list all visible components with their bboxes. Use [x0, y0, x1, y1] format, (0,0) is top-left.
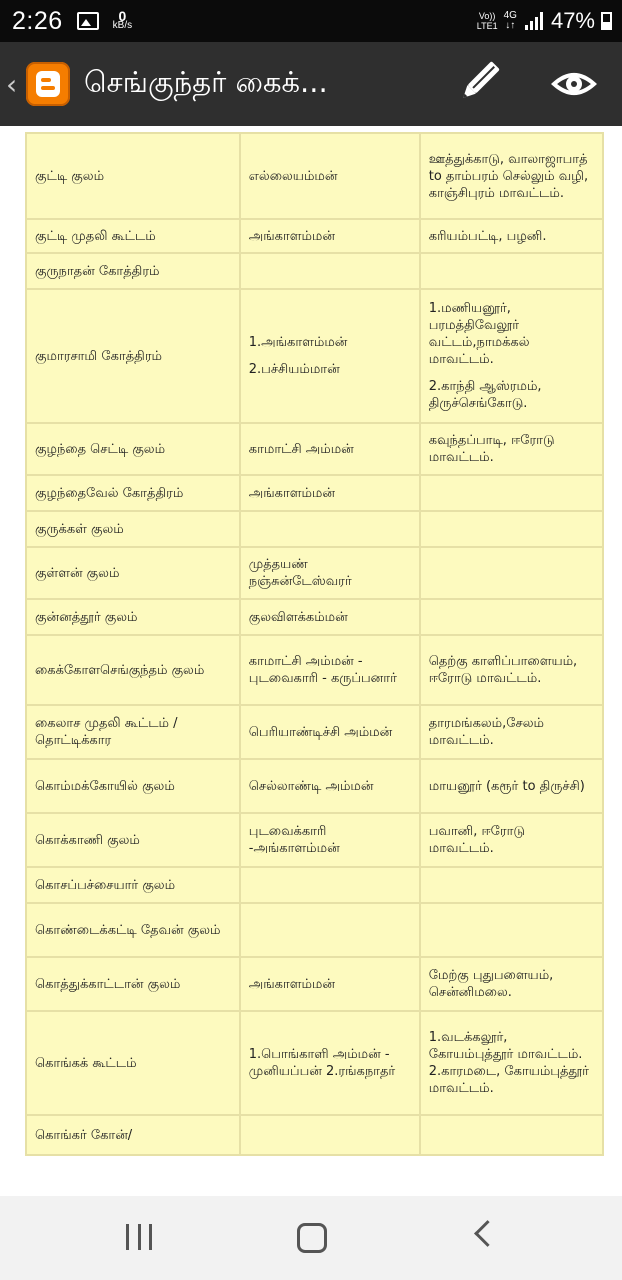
- cell-text: தெற்கு காளிப்பாளையம், ஈரோடு மாவட்டம்.: [428, 654, 578, 686]
- cell-text: மாயனூர் (கரூர் to திருச்சி): [428, 778, 585, 794]
- cell-text: கொண்டைக்கட்டி தேவன் குலம்: [35, 922, 221, 938]
- clan-name-cell: [26, 511, 240, 547]
- cell-text: தாரமங்கலம்,சேலம் மாவட்டம்.: [428, 716, 544, 748]
- deity-cell: [240, 867, 420, 903]
- deity-cell: [240, 511, 420, 547]
- clan-name-cell: [26, 289, 240, 423]
- cell-text: 1.வடக்கலூர், கோயம்புத்தூர் மாவட்டம். 2.காரமடை, கோயம்புத்தூர் மாவட்டம்.: [428, 1030, 589, 1096]
- clan-name-cell: [26, 1115, 240, 1155]
- clan-name-cell: [26, 903, 240, 957]
- cell-text: மேற்கு புதுபளையம், சென்னிமலை.: [428, 968, 554, 1000]
- place-cell: [420, 475, 603, 511]
- cell-text: கொக்காணி குலம்: [35, 832, 140, 848]
- back-chevron-icon[interactable]: ‹: [6, 67, 18, 101]
- clan-name-cell: [26, 705, 240, 759]
- place-cell: [420, 1011, 603, 1115]
- place-cell: [420, 253, 603, 289]
- cell-text: கைலாச முதலி கூட்டம் / தொட்டிக்கார: [35, 716, 178, 748]
- place-cell: [420, 599, 603, 635]
- clan-name-cell: [26, 219, 240, 253]
- cell-text: பெரியாண்டிச்சி அம்மன்: [248, 724, 393, 740]
- place-cell: [420, 289, 603, 423]
- table-row: [26, 1115, 603, 1155]
- table-row: [26, 253, 603, 289]
- volte-indicator: [477, 11, 498, 31]
- data-rate-unit: kB/s: [112, 20, 133, 31]
- cell-text: 1.பொங்காளி அம்மன் - முனியப்பன் 2.ரங்கநாதர்: [248, 1047, 396, 1079]
- volte-bottom: LTE1: [476, 21, 498, 31]
- place-cell: [420, 547, 603, 599]
- cell-text: குமாரசாமி கோத்திரம்: [35, 348, 162, 364]
- deity-cell: [240, 253, 420, 289]
- clan-name-cell: [26, 1011, 240, 1115]
- table-row: [26, 903, 603, 957]
- cell-text: கொத்துக்காட்டான் குலம்: [35, 976, 181, 992]
- place-cell: [420, 903, 603, 957]
- cell-text: குட்டி குலம்: [35, 168, 105, 184]
- table-row: [26, 635, 603, 705]
- deity-cell: [240, 635, 420, 705]
- clan-name-cell: [26, 635, 240, 705]
- network-type: [504, 11, 517, 31]
- table-row: [26, 423, 603, 475]
- table-row: [26, 511, 603, 547]
- status-indicators: [477, 8, 612, 34]
- deity-cell: [240, 1011, 420, 1115]
- place-cell: [420, 867, 603, 903]
- place-cell: [420, 705, 603, 759]
- cell-text: குருக்கள் குலம்: [35, 521, 124, 537]
- table-row: [26, 813, 603, 867]
- cell-text: அங்காளம்மன்: [248, 228, 335, 244]
- home-icon[interactable]: [297, 1223, 327, 1253]
- place-cell: [420, 219, 603, 253]
- deity-cell: [240, 1115, 420, 1155]
- cell-text: குட்டி முதலி கூட்டம்: [35, 228, 156, 244]
- cell-text: குன்னத்தூர் குலம்: [35, 609, 138, 625]
- cell-text: ஊத்துக்காடு, வாலாஜாபாத் to தாம்பரம் செல்லும் வழி, காஞ்சிபுரம் மாவட்டம்.: [428, 151, 589, 201]
- deity-cell: [240, 759, 420, 813]
- clan-name-cell: [26, 759, 240, 813]
- cell-text: 1.மணியனூர், பரமத்திவேலூர் வட்டம்,நாமக்கல் மாவட்டம்.: [428, 301, 530, 367]
- table-row: [26, 547, 603, 599]
- table-row: [26, 289, 603, 423]
- cell-text: குருநாதன் கோத்திரம்: [35, 263, 160, 279]
- deity-cell: [240, 813, 420, 867]
- clan-name-cell: [26, 867, 240, 903]
- cell-text: எல்லையம்மன்: [248, 168, 338, 184]
- place-cell: [420, 133, 603, 219]
- clan-name-cell: [26, 813, 240, 867]
- cell-text: 2.பச்சியம்மான்: [248, 362, 340, 377]
- deity-cell: [240, 289, 420, 423]
- deity-cell: [240, 475, 420, 511]
- cell-text: கரியம்பட்டி, பழனி.: [428, 228, 547, 244]
- place-cell: [420, 1115, 603, 1155]
- table-row: [26, 133, 603, 219]
- cell-text: பவானி, ஈரோடு மாவட்டம்.: [428, 824, 525, 856]
- table-row: [26, 475, 603, 511]
- deity-cell: [240, 705, 420, 759]
- table-row: [26, 705, 603, 759]
- table-row: [26, 867, 603, 903]
- status-bar: [0, 0, 622, 42]
- back-icon[interactable]: [474, 1220, 501, 1247]
- cell-text: கொம்மக்கோயில் குலம்: [35, 778, 175, 794]
- status-time: 2:26: [12, 6, 63, 35]
- cell-text: கைக்கோளசெங்குந்தம் குலம்: [35, 662, 205, 678]
- cell-text: குழந்தை செட்டி குலம்: [35, 441, 166, 457]
- clan-name-cell: [26, 423, 240, 475]
- cell-text: குழந்தைவேல் கோத்திரம்: [35, 485, 184, 501]
- cell-text: காமாட்சி அம்மன்: [248, 441, 354, 457]
- data-rate: [112, 8, 133, 31]
- cell-text: செல்லாண்டி அம்மன்: [248, 778, 374, 794]
- signal-icon: [523, 12, 543, 30]
- eye-icon[interactable]: [551, 64, 597, 104]
- data-arrows-icon: ↓↑: [505, 20, 516, 31]
- cell-text: கொசப்பச்சையார் குலம்: [35, 877, 176, 893]
- deity-cell: [240, 423, 420, 475]
- place-cell: [420, 957, 603, 1011]
- pencil-icon[interactable]: [455, 60, 501, 106]
- table-row: [26, 219, 603, 253]
- place-cell: [420, 759, 603, 813]
- clan-table: [25, 132, 604, 1156]
- deity-cell: [240, 599, 420, 635]
- app-bar: [0, 42, 622, 126]
- table-row: [26, 957, 603, 1011]
- cell-text: கவுந்தப்பாடி, ஈரோடு மாவட்டம்.: [428, 433, 555, 465]
- clan-name-cell: [26, 475, 240, 511]
- cell-text: குள்ளன் குலம்: [35, 565, 120, 581]
- cell-text: குலவிளக்கம்மன்: [248, 609, 348, 625]
- volte-top: Vo)): [478, 11, 496, 21]
- post-content[interactable]: [0, 126, 622, 1196]
- cell-text: காமாட்சி அம்மன் - புடவைகாரி - கருப்பனார்: [248, 654, 397, 686]
- cell-text: முத்தயண் நஞ்சுன்டேஸ்வரர்: [248, 557, 352, 589]
- deity-cell: [240, 903, 420, 957]
- place-cell: [420, 813, 603, 867]
- cell-text: அங்காளம்மன்: [248, 976, 335, 992]
- page-title: செங்குந்தர் கைக்...: [84, 65, 328, 99]
- gallery-icon: [77, 12, 99, 30]
- blogger-logo-icon[interactable]: [26, 62, 70, 106]
- navigation-bar: [0, 1196, 622, 1280]
- clan-name-cell: [26, 253, 240, 289]
- data-rate-value: 0: [118, 8, 127, 24]
- deity-cell: [240, 219, 420, 253]
- clan-name-cell: [26, 957, 240, 1011]
- deity-cell: [240, 547, 420, 599]
- cell-text: 2.காந்தி ஆஸ்ரமம், திருச்செங்கோடு.: [428, 379, 542, 411]
- deity-cell: [240, 957, 420, 1011]
- cell-text: கொங்கர் கோன்/: [35, 1127, 133, 1143]
- cell-text: அங்காளம்மன்: [248, 485, 335, 501]
- battery-percent: 47%: [550, 8, 595, 33]
- place-cell: [420, 423, 603, 475]
- table-row: [26, 599, 603, 635]
- clan-name-cell: [26, 133, 240, 219]
- recent-apps-icon[interactable]: [126, 1224, 152, 1250]
- deity-cell: [240, 133, 420, 219]
- cell-text: கொங்கக் கூட்டம்: [35, 1055, 137, 1071]
- clan-name-cell: [26, 547, 240, 599]
- place-cell: [420, 635, 603, 705]
- battery-icon: [601, 12, 612, 30]
- network-label: 4G: [503, 10, 517, 21]
- table-row: [26, 1011, 603, 1115]
- cell-text: புடவைக்காரி -அங்காளம்மன்: [248, 824, 340, 856]
- table-row: [26, 759, 603, 813]
- clan-name-cell: [26, 599, 240, 635]
- place-cell: [420, 511, 603, 547]
- cell-text: 1.அங்காளம்மன்: [248, 335, 348, 350]
